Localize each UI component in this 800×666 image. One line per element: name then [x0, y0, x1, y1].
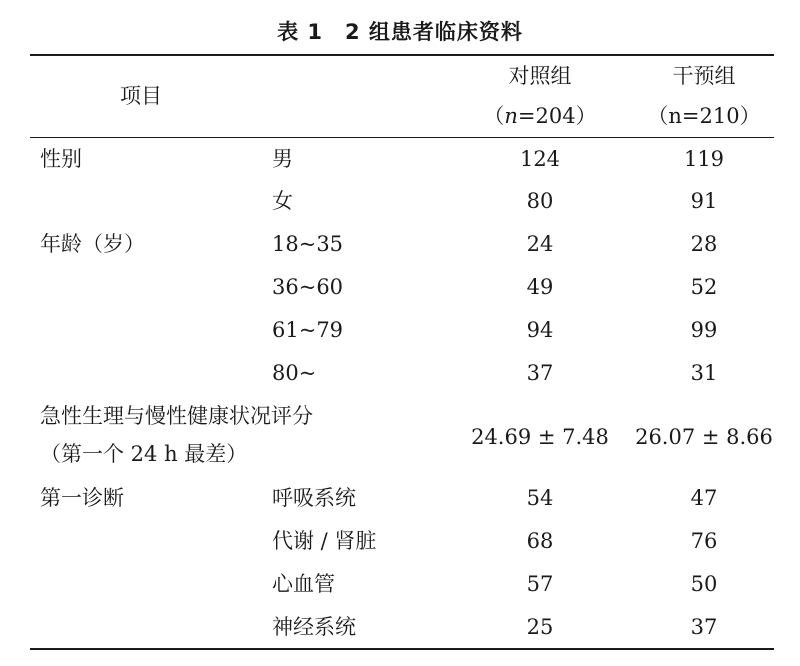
row-control: 57 — [526, 572, 554, 596]
header-item: 项目 — [120, 84, 162, 108]
row-category-line2: （第一个 24 h 最差） — [40, 442, 248, 466]
row-control: 24.69 ± 7.48 — [471, 425, 609, 449]
row-control: 68 — [526, 529, 554, 553]
row-sub: 36~60 — [272, 275, 344, 299]
header-control-name: 对照组 — [508, 64, 572, 88]
row-intervention: 119 — [683, 147, 725, 171]
header-intervention-name: 干预组 — [672, 64, 736, 88]
header-intervention-n: （n=210） — [647, 104, 761, 128]
row-intervention: 31 — [690, 361, 718, 385]
row-sub: 心血管 — [272, 572, 335, 596]
row-intervention: 76 — [690, 529, 718, 553]
row-sub: 代谢 / 肾脏 — [272, 529, 377, 553]
table-title: 表 1 2 组患者临床资料 — [277, 20, 523, 44]
row-control: 24 — [526, 232, 554, 256]
row-control: 37 — [526, 361, 554, 385]
row-control: 25 — [526, 615, 554, 639]
row-intervention: 28 — [690, 232, 718, 256]
row-sub: 男 — [272, 147, 293, 171]
row-category: 急性生理与慢性健康状况评分 — [40, 404, 313, 428]
bottom-rule — [30, 648, 774, 650]
row-intervention: 52 — [690, 275, 718, 299]
row-category: 性别 — [40, 147, 82, 171]
header-control-n: （n=204） — [483, 104, 597, 128]
row-sub: 80~ — [272, 361, 317, 385]
row-intervention: 91 — [690, 189, 718, 213]
row-intervention: 99 — [690, 318, 718, 342]
top-rule — [30, 54, 774, 56]
row-sub: 呼吸系统 — [272, 486, 356, 510]
row-category: 年龄（岁） — [40, 232, 145, 256]
row-category: 第一诊断 — [40, 486, 124, 510]
row-control: 49 — [526, 275, 554, 299]
row-control: 124 — [519, 147, 561, 171]
header-rule — [30, 137, 774, 138]
row-intervention: 26.07 ± 8.66 — [635, 425, 773, 449]
row-control: 54 — [526, 486, 554, 510]
row-control: 94 — [526, 318, 554, 342]
row-sub: 61~79 — [272, 318, 344, 342]
row-sub: 神经系统 — [272, 615, 356, 639]
row-control: 80 — [526, 189, 554, 213]
row-intervention: 47 — [690, 486, 718, 510]
row-sub: 女 — [272, 189, 293, 213]
row-sub: 18~35 — [272, 232, 344, 256]
row-intervention: 50 — [690, 572, 718, 596]
row-intervention: 37 — [690, 615, 718, 639]
